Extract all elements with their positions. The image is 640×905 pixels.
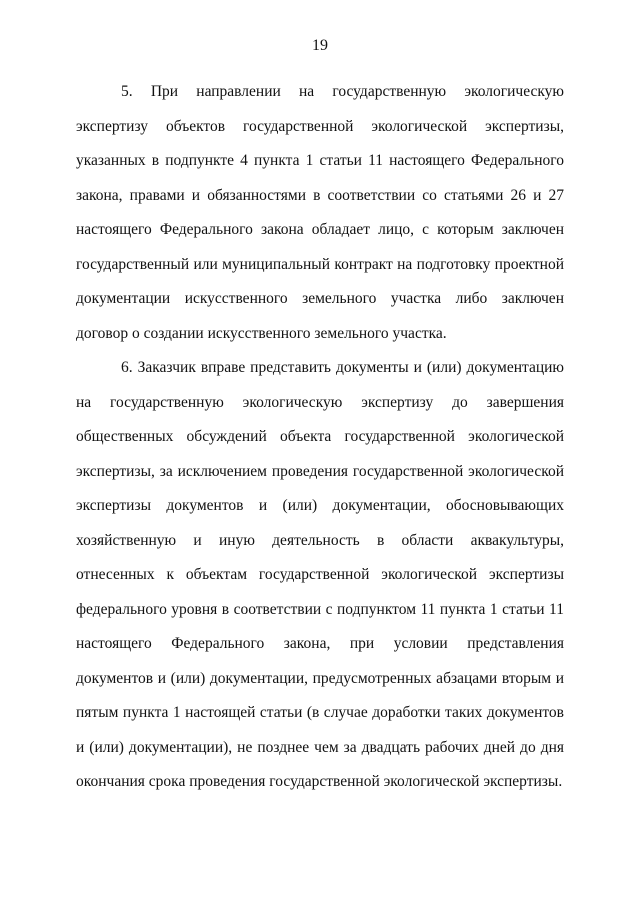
paragraph-5: 5. При направлении на государственную экологическую экспертизу объектов государственной экологической экспертизы, указанных в подпункте 4 пункта 1 статьи 11 настоящего Федерального закона, правами и обязанностями в соответствии со статьями 26 и 27 настоящего Федерального закона обладает лицо, с которым заключен государственный или муниципальный контракт на подготовку проектной документации искусственного земельного участка либо заключен договор о создании искусственного земельного участка. bbox=[76, 83, 564, 342]
document-body bbox=[76, 75, 564, 800]
page-number: 19 bbox=[312, 37, 328, 54]
paragraph-6: 6. Заказчик вправе представить документы и (или) документацию на государственную экологическую экспертизу до завершения общественных обсуждений объекта государственной экологической экспертизы, за исключением проведения государственной экологической экспертизы документов и (или) документации, обосновывающих хозяйственную и иную деятельность в области аквакультуры, отнесенных к объектам государственной экологической экспертизы федерального уровня в соответствии с подпунктом 11 пункта 1 статьи 11 настоящего Федерального закона, при условии представления документов и (или) документации, предусмотренных абзацами вторым и пятым пункта 1 настоящей статьи (в случае доработки таких документов и (или) документации), не позднее чем за двадцать рабочих дней до дня окончания срока проведения государственной экологической экспертизы. bbox=[76, 359, 564, 790]
